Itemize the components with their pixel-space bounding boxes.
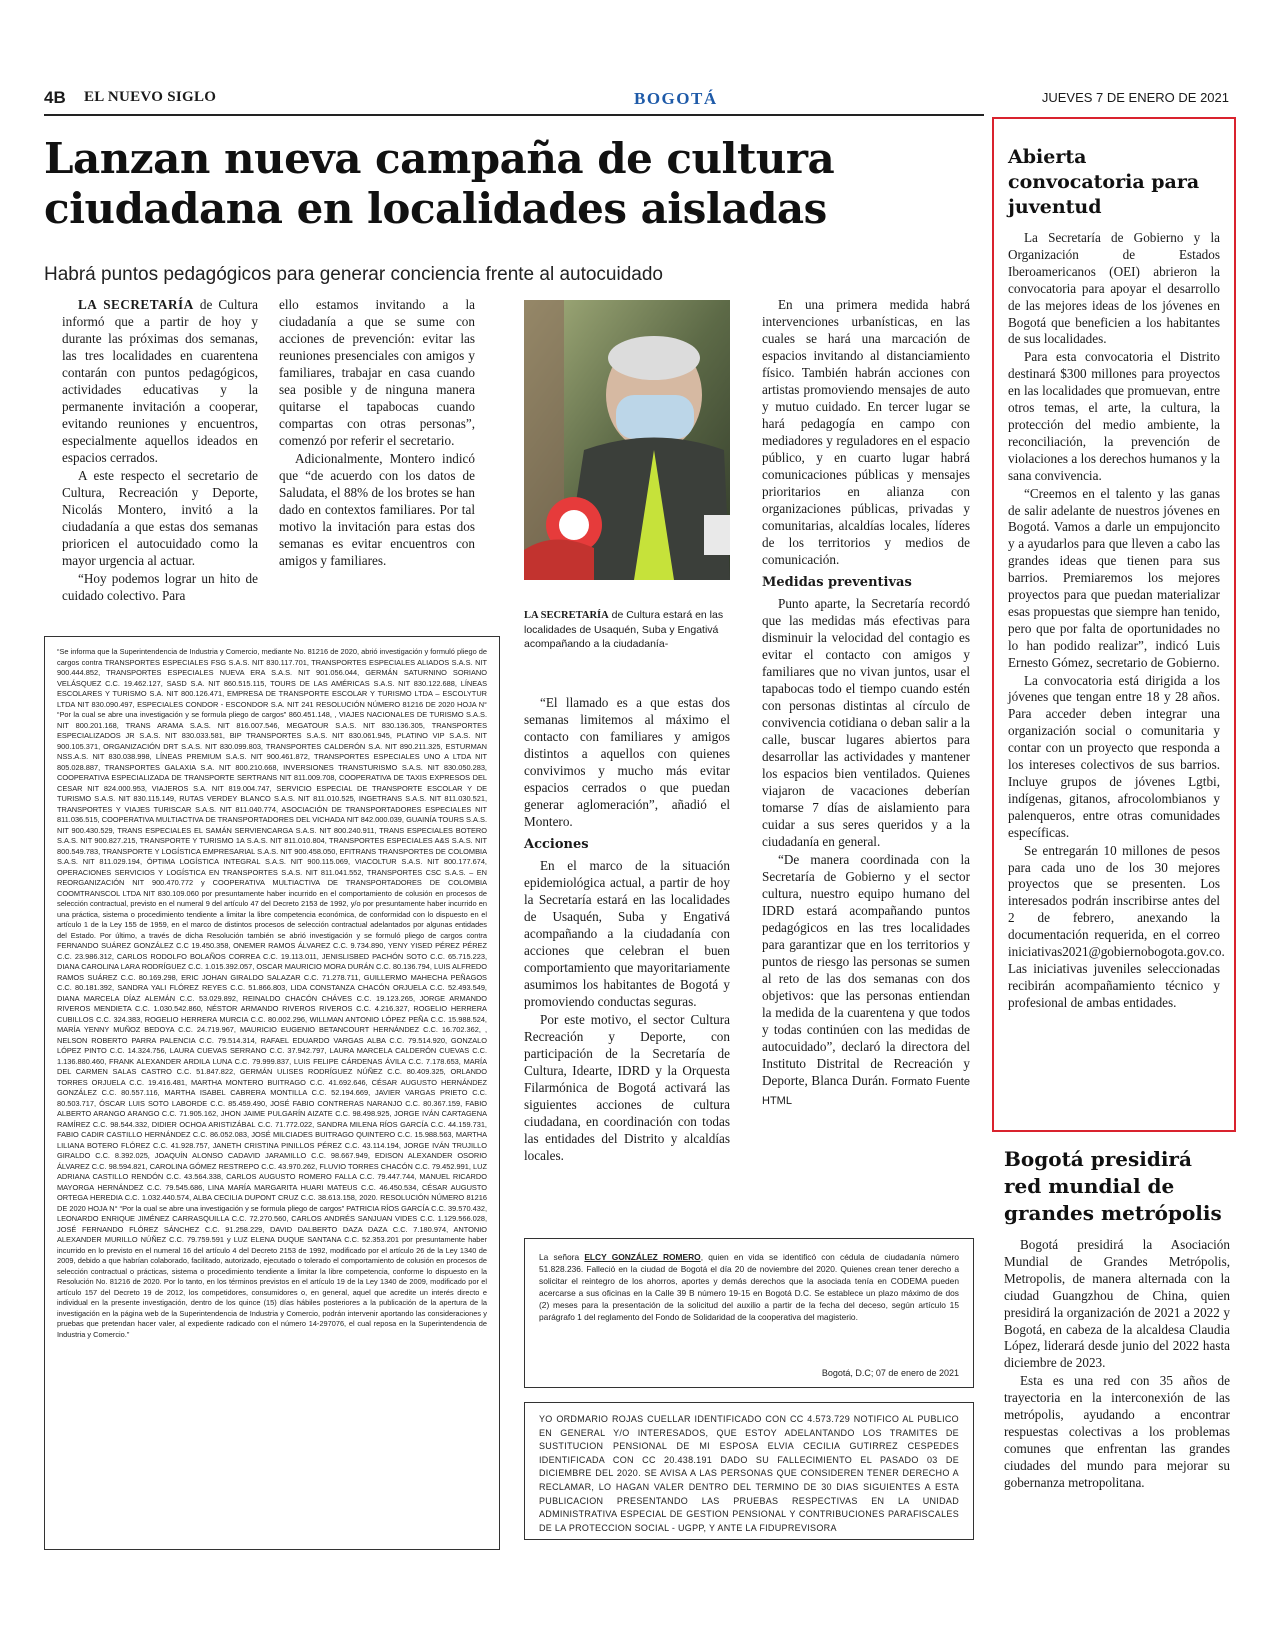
article-column-3 [524,694,730,1165]
sidebar-body [1008,230,1225,1012]
article-paragraph: En el marco de la situación epidemiológica actual, a partir de hoy la Secretaría estará en las localidades de Usaquén, Suba y Engativá acompañando a la ciudadanía con acciones que celebran el buen comportamiento que mayoritariamente asumimos los habitantes de Bogotá y promoviendo conductas seguras. [524,858,730,1009]
article-paragraph: En una primera medida habrá intervenciones urbanísticas, en las cuales se hará una marcación de espacios invitando al distanciamiento físico. También habrán acciones con artistas promoviendo mensajes de auto y mutuo cuidado. En tercer lugar se hará pedagogía en campo con mediadores y reguladores en el espacio público, y en cuarto lugar habrá comunicaciones públicas y mensajes prioritarios en alianza con organizaciones públicas, privadas y comunitarias, alcaldías locales, líderes de los territorios y medios de comunicación. [762,297,970,567]
notice-signature: Bogotá, D.C; 07 de enero de 2021 [821,1368,959,1378]
caption-lead-in: LA SECRETARÍA [524,610,609,621]
article-paragraph: Por este motivo, el sector Cultura Recreación y Deporte, con participación de la Secretaría de Cultura, Idearte, IDRD y la Orquesta Filarmónica de Bogotá activará las siguientes acciones de cultura ciudadana, en coordinación con todas las entidades del Distrito y alcaldías locales. [524,1012,730,1163]
story-headline: Bogotá presidirá red mundial de grandes metrópolis [1004,1147,1222,1225]
article-paragraph: “El llamado es a que estas dos semanas limitemos al máximo el contacto con familiares y amigos distintos a aquellos con quienes convivimos y mucho más evitar espacios cerrados o que puedan generar aglomeración”, añadió el Montero. [524,695,730,829]
article-column-4 [762,296,970,1111]
page-folio [44,88,1229,112]
sidebar-headline: Abierta convocatoria para juventud [1008,146,1200,218]
newspaper-name: EL NUEVO SIGLO [84,89,217,105]
sidebar-convocatoria [992,117,1236,1132]
subhead-acciones: Acciones [524,837,589,852]
photo-illustration [524,300,730,580]
main-headline: Lanzan nueva campaña de cultura ciudadana en localidades aisladas [44,134,835,233]
section-name: BOGOTÁ [634,89,718,108]
subhead-medidas-preventivas: Medidas preventivas [762,575,912,590]
legal-notice-sic [44,636,500,1550]
story-paragraph: Esta es una red con 35 años de trayectoria en la interconexión de las metrópolis, ayudando a encontrar respuestas colectivas a los problemas comunes que enfrentan las grandes ciudades del mundo para mejorar su gobernanza metropolitana. [1004,1373,1230,1490]
sidebar-paragraph: “Creemos en el talento y las ganas de salir adelante de nuestros jóvenes en Bogotá. Vamos a darle un empujoncito y a ayudarlos para que lleven a cabo las grandes ideas que tienen para sus barrios. Premiaremos los mejores proyectos para que puedan materializar esas propuestas que siempre han tenido, pero que por falta de oportunidades no lo han podido realizar”, indicó Luis Ernesto Gómez, secretario de Gobierno. [1008,485,1220,670]
story-paragraph: Bogotá presidirá la Asociación Mundial de Grandes Metrópolis, Metropolis, de manera alternada con la ciudad Guangzhou de China, quien presidirá la organización de 2021 a 2022 y Bogotá, en cabeza de la alcaldesa Claudia López, liderará desde junio del 2022 hasta diciembre de 2023. [1004,1237,1230,1371]
issue-date: JUEVES 7 DE ENERO DE 2021 [1041,90,1229,105]
sidebar-paragraph: Se entregarán 10 millones de pesos para cada uno de los 30 mejores proyectos que se presenten. Los interesados podrán inscribirse antes del 2 de febrero, anexando la documentación requerida, en el correo iniciativas2021@gobiernobogota.gov.co. Las iniciativas juveniles seleccionadas recibirán acompañamiento técnico y profesional de ambas entidades. [1008,842,1225,1010]
legal-notice-rojas [524,1402,974,1540]
lead-in: LA SECRETARÍA [78,297,194,312]
article-paragraph: Adicionalmente, Montero indicó que “de acuerdo con los datos de Saludata, el 88% de los brotes se han dado en contextos familiares. Por tal motivo la invitación para estas dos semanas es evitar encuentros con amigos y familiares. [279,451,475,568]
photo-caption: LA SECRETARÍA de Cultura estará en las localidades de Usaquén, Suba y Engativá acompañando a la ciudadanía- [524,609,724,650]
story-body [1004,1237,1230,1492]
article-paragraph: A este respecto el secretario de Cultura, Recreación y Deporte, Nicolás Montero, invitó a la ciudadanía a que estas dos semanas prioricen el autocuidado como la mayor urgencia al actuar. [62,468,258,568]
sidebar-paragraph: La convocatoria está dirigida a los jóvenes que tengan entre 18 y 28 años. Para acceder deben integrar una organización social o comunitaria y contar con un proyecto que responda a los intereses colectivos de sus barrios. Incluye grupos de jóvenes Lgtbi, indígenas, gitanos, afrocolombianos y palenqueros, entre otras comunidades específicas. [1008,672,1220,840]
legal-notice-gonzalez: La señora ELCY GONZÁLEZ ROMERO, quien en vida se identificó con cédula de ciudadanía número 51.828.236. Falleció en la ciudad de Bogotá el día 20 de noviembre del 2020. Quienes crean tener derecho a solicitar el reintegro de los ahorros, aportes y demás derechos que la asociada tenía en CODEMA pueden acercarse a sus oficinas en la Calle 39 B número 19-15 en Bogotá D.C. Se establece un plazo máximo de dos (2) meses para la presentación de la solicitud del auxilio a partir de la fecha del deceso, según artículo 15 parágrafo 1 del reglamento del Fondo de Solidaridad de la cooperativa del magisterio. Bogotá, D.C; 07 de enero de 2021 [524,1238,974,1388]
article-column-2 [279,296,475,570]
deceased-name: ELCY GONZÁLEZ ROMERO [584,1252,701,1262]
article-paragraph: “De manera coordinada con la Secretaría de Gobierno y el sector cultura, nuestro equipo humano del IDRD estará acompañando puntos pedagógicos en las tres localidades para garantizar que en los territorios y puntos de riesgo las personas se sumen al reto de las dos semanas con dos objetivos: que las personas entiendan la medida de la cuarentena y que todos y todas continúen con las medidas de autocuidado”, declaró la directora del Instituto Distrital de Recreación y Deporte, Blanca Durán. Formato Fuente HTML [762,852,970,1107]
folio-divider [44,114,984,116]
sidebar-paragraph: Para esta convocatoria el Distrito destinará $300 millones para proyectos en las localidades que promuevan, entre otros temas, el arte, la cultura, la protección del medio ambiente, la reconciliación, la prevención de violaciones a los derechos humanos y la sana convivencia. [1008,349,1220,483]
article-column-1 [62,296,258,605]
article-photo [524,300,730,580]
article-paragraph: LA SECRETARÍA de Cultura informó que a partir de hoy y durante las próximas dos semanas, las tres localidades en cuarentena contarán con puntos pedagógicos, actividades educativas y la permanente invitación a cooperar, evitando reuniones y encuentros, especialmente aquellos ideados en espacios cerrados. [62,297,258,465]
article-paragraph: Punto aparte, la Secretaría recordó que las medidas más efectivas para disminuir la velocidad del contagio es evitar el contacto con amigos y familiares que no vivan juntos, usar el tapabocas todo el tiempo cuando estén con personas distintas al círculo de convivencia cotidiana o deban salir a la calle, buscar lugares abiertos para desarrollar las actividades y mantener los espacios bien ventilados. Quienes viajaron de vacaciones deberían tomarse 7 días de aislamiento para cuidar a sus seres queridos y a la ciudadanía en general. [762,596,970,849]
article-paragraph: ello estamos invitando a la ciudadanía a que se sume con acciones de prevención: evitar las reuniones presenciales con amigos y familiares, trabajar en casa cuando sea posible y de ninguna manera quitarse el tapabocas cuando compartas con otras personas”, comenzó por referir el secretario. [279,297,475,448]
main-deck: Habrá puntos pedagógicos para generar conciencia frente al autocuidado [44,264,663,285]
article-paragraph: “Hoy podemos lograr un hito de cuidado colectivo. Para [62,571,258,603]
source-note: Formato Fuente HTML [762,1076,970,1107]
notice-text: YO ORDMARIO ROJAS CUELLAR IDENTIFICADO CON CC 4.573.729 NOTIFICO AL PUBLICO EN GENERAL Y/O INTERESADOS, QUE ESTOY ADELANTANDO LOS TRAMITES DE SUSTITUCION PENSIONAL DE MI ESPOSA ELVIA CECILIA GUTIRREZ CESPEDES IDENTIFICADA CON CC 20.438.191 DADO SU FALLECIMIENTO EL PASADO 03 DE DICIEMBRE DEL 2020. SE AVISA A LAS PERSONAS QUE CONSIDEREN TENER DERECHO A RECLAMAR, LO HAGAN VALER DENTRO DEL TERMINO DE 30 DIAS SIGUIENTES A ESTA PUBLICACION PRESENTANDO LAS PRUEBAS RESPECTIVAS EN LA UNIDAD ADMINISTRATIVA ESPECIAL DE GESTION PENSIONAL Y CONTRIBUCIONES PARAFISCALES DE LA PROTECCION SOCIAL - UGPP, Y ANTE LA FIDUPREVISORA [539,1414,959,1533]
page-number: 4B [44,88,66,107]
story-metropolis [1004,1146,1230,1493]
sidebar-paragraph: La Secretaría de Gobierno y la Organización de Estados Iberoamericanos (OEI) abrieron la convocatoria para apoyar el desarrollo de las mejores ideas de los jóvenes en Bogotá que beneficien a los habitantes de sus localidades. [1008,230,1220,347]
notice-text: “Se informa que la Superintendencia de Industria y Comercio, mediante No. 81216 de 2020, abrió investigación y formuló pliego de cargos contra TRANSPORTES ESPECIALES FSG S.A.S. NIT 830.117.701, TRANSPORTES ESPECIALES ALIADOS S.A.S. NIT 900.444.852, TRANSPORTES ESPECIALES NUEVA ERA S.A.S. NIT 901.056.044, GERMÁN SATURNINO SORIANO VELÁSQUEZ C.C. 19.462.127, SASD S.A. NIT 860.515.115, TOURS DE LAS AMÉRICAS S.A.S. NIT 830.122.688, LÍNEAS ESCOLARES Y TURISMO S.A. NIT 800.126.471, EMPRESA DE TRANSPORTE ESCOLAR Y TURISMO LTDA – ESCOLYTUR LTDA NIT 830.090.497, ESPECIALES CONDOR - ESCONDOR S.A. NIT 241 RESOLUCIÓN NÚMERO 81216 DE 2020 HOJA N° “Por la cual se abre una investigación y se formula pliego de cargos” 860.451.148, , VIAJES NACIONALES DE TURISMO S.A.S. NIT 800.201.168, TRANS ARAMA S.A.S. NIT 816.007.546, MEGATOUR S.A.S. NIT 830.136.305, TRANSPORTES ESPECIALIZADOS JR S.A.S. NIT 830.033.581, BIP TRANSPORTES S.A.S. NIT 830.061.945, PLATINO VIP S.A.S. NIT 900.105.371, ORGANIZACIÓN DRT S.A.S. NIT 830.099.803, TRANSPORTES CALDERÓN S.A. NIT 890.211.325, ESTURMAN NSS.A.S. NIT 830.038.998, LÍNEAS PREMIUM S.A.S. NIT 900.461.872, TRANSPORTES ESPECIALES UNO A LTDA NIT 805.028.887, TRANSPORTES GALAXIA S.A. NIT 800.210.668, INVERSIONES TRANSTURISMO S.A.S. NIT 830.050.283, COOPERATIVA ESPECIALIZADA DE TRANSPORTE SERTRANS NIT 811.009.708, COOPERATIVA DE TAXIS EXPRESOS DEL CESAR NIT 824.000.953, VIAJEROS S.A. NIT 819.004.747, SERVICIO ESPECIAL DE TRANSPORTE ESCOLAR Y DE TURISMO S.A.S. NIT 830.115.149, RUTAS VERDEY BLANCO S.A.S. NIT 811.010.525, INGETRANS S.A.S. NIT 811.030.521, TRANSPORTES Y VIAJES TURISCAR S.A.S. NIT 811.040.774, ASOCIACIÓN DE TRANSPORTADORES ESPECIALES NIT 811.036.515, COOPERATIVA MULTIACTIVA DE TRANSPORTADORES DEL VICHADA NIT 842.000.039, GUAINÍA TOURS S.A.S. NIT 900.430.529, TRANS ESPECIALES EL SAMÁN SERVIENCARGA S.A.S. NIT 800.240.911, TRANS ESPECIALES BOTERO S.A.S. NIT 900.827.215, TRANSPORTE Y TURISMO 1A S.A.S. NIT 811.010.804, TRANSPORTES ESPECIALES A&S S.A.S. NIT 800.549.783, TRANSPORTE Y LOGÍSTICA EMPRESARIAL S.A.S. NIT 900.458.050, EFITRANS TRANSPORTES DE COLOMBIA S.A.S. NIT 811.029.194, ÓPTIMA LOGÍSTICA INTEGRAL S.A.S. NIT 900.115.069, VIACOLTUR S.A.S. NIT 800.177.674, OPERACIONES SERVICIOS Y LOGÍSTICA EN TRANSPORTES S.A.S. NIT 811.041.552, TRANSPORTES CSC S.A.S. – EN REORGANIZACIÓN NIT 900.470.772 y COOPERATIVA MULTIACTIVA DE TRANSPORTADORES DE COLOMBIA COOMTRANSCOL LTDA NIT 830.109.060 por presuntamente haber incurrido en el comportamiento de colusión en procesos de selección contractual, previsto en el numeral 9 del artículo 47 del Decreto 2153 de 1992, y/o por presuntamente haber incurrido en una práctica, sistema o procedimiento tendiente a limitar la libre competencia económica, de conformidad con lo dispuesto en el artículo 1 de la Ley 155 de 1959, en el marco de distintos procesos de selección contractual adelantados por algunas entidades del Estado. Por último, a través de dicha Resolución también se abrió investigación y se formuló pliego de cargos contra FERNANDO SUÁREZ GONZÁLEZ C.C 19.450.358, ONEMER RAMOS ÁLVAREZ C.C. 9.734.890, YENY YISED PÉREZ PÉREZ C.C. 23.986.312, CARLOS RODOLFO BOLAÑOS CORREA C.C. 19.113.011, JENISLISBED PACHÓN SOTO C.C. 65.715.223, DIANA CAROLINA LARA RODRÍGUEZ C.C. 1.015.392.057, OSCAR MAURICIO MORA DURÁN C.C. 80.136.794, LUIS ALFREDO RAMOS SUÁREZ C.C. 80.169.298, ERIC JOHAN GIRALDO SALAZAR C.C. 71.278.711, GUILLERMO MAHECHA PEÑAGOS C.C. 80.181.392, SANDRA YALI FLÓREZ REYES C.C. 51.866.803, LIDA CONSTANZA CHACÓN ORJUELA C.C. 52.493.549, DIANA MARCELA DÍAZ ALEMÁN C.C. 53.029.892, REINALDO CHACÓN CHÁVES C.C. 19.123.265, JORGE ARMANDO RIVEROS MENDIETA C.C. 1.030.542.860, NÉSTOR ARMANDO RIVEROS RIVEROS C.C. 4.216.327, ROGELIO HERRERA CUBILLOS C.C. 324.383, ROGELIO HERRERA MURCIA C.C. 80.002.296, WILLMAN ANTONIO LÓPEZ PEÑA C.C. 15.988.524, MARÍA YENNY MUÑOZ BEDOYA C.C. 24.719.967, MAURICIO EUGENIO BETANCOURT HERNÁNDEZ C.C. 16.702.362, , NELSON ROBERTO PARRA PALENCIA C.C. 79.514.314, RAFAEL EDUARDO VARGAS ALBA C.C. 79.514.920, GONZALO LÓPEZ PINTO C.C. 14.324.756, LAURA CUEVAS SERRANO C.C. 37.942.797, LAURA MARCELA CALDERÓN CUEVAS C.C. 1.136.880.460, FRANK ALEXANDER ARDILA LUNA C.C. 79.999.837, LUIS FELIPE CÁRDENAS ÁVILA C.C. 7.178.653, MARÍA DEL CARMEN SALAS CASTRO C.C. 51.847.822, GERMÁN ULISES RODRÍGUEZ NÚÑEZ C.C. 80.409.325, ORLANDO TORRES ORJUELA C.C. 19.416.481, MARTHA MONTERO BUITRAGO C.C. 41.692.646, CÉSAR AUGUSTO HERNÁNDEZ GONZÁLEZ C.C. 80.557.116, MARTHA ISABEL CABRERA MONTILLA C.C. 52.194.669, JAVIER VARGAS PRIETO C.C. 80.503.717, ÓSCAR LUIS SOTO LABORDE C.C. 85.459.490, JOSÉ FABIO CONTRERAS NARANJO C.C. 80.367.159, FABIO ALBERTO ARANGO ARANGO C.C. 71.905.162, JHON JAIME PULGARÍN AIZATE C.C. 98.498.925, JORGE IVÁN CARTAGENA RAMÍREZ C.C. 98.544.332, DIDIER OCHOA ARISTIZÁBAL C.C. 71.772.022, SANDRA MILENA RÍOS GARCÍA C.C. 44.159.731, FABIO CADIR CASTILLO HERNÁNDEZ C.C. 86.052.083, JOSÉ MILCIADES BUITRAGO QUINTERO C.C. 15.988.563, MARTHA LILIANA BOTERO FLÓREZ C.C. 41.928.757, JANETH CRISTINA PINILLOS PÉREZ C.C. 43.114.194, JORGE IVÁN TRUJILLO GIRALDO C.C. 8.392.025, JOAQUÍN ALONSO CADAVID JARAMILLO C.C. 98.667.949, EDISON ALEXANDER OSORIO ÁLVAREZ C.C. 98.594.821, CAROLINA GÓMEZ RESTREPO C.C. 43.970.262, FLUVIO TORRES CHACÓN C.C. 79.452.991, LUZ ADRIANA CASTILLO RENDÓN C.C. 43.564.338, CARLOS AUGUSTO ROMERO FALLA C.C. 79.447.744, MANUEL RICARDO MAYORGA HERNÁNDEZ C.C. 79.545.686, LINA MARÍA MARGARITA HUARI MATEUS C.C. 46.450.534, CÉSAR AUGUSTO ORTEGA HEREDIA C.C. 1.032.440.574, ALBA CECILIA DUPONT CRUZ C.C. 38.613.158, 2020. RESOLUCIÓN NÚMERO 81216 DE 2020 HOJA N° “Por la cual se abre una investigación y se formula pliego de cargos” PATRICIA RÍOS GARCÍA C.C. 39.570.432, LEONARDO ENRIQUE JIMÉNEZ CARRASQUILLA C.C. 72.270.560, CARLOS ANDRÉS SANJUAN VIDES C.C. 1.129.566.028, JOSÉ FERNANDO FLÓREZ SÁNCHEZ C.C. 91.258.229, DAVID DALBERTO DAZA DAZA C.C. 7.180.974, ANTONIO ALEXANDER MURILLO NÚÑEZ C.C. 79.759.591 y LUZ ELENA DUQUE SANTANA C.C. 52.353.201 por presuntamente haber incurrido en lo previsto en el numeral 16 del artículo 4 del Decreto 2153 de 1992, modificado por el artículo 26 de la Ley 1340 de 2009, debido a que habrían colaborado, facilitado, autorizado, ejecutado o tolerado el comportamiento de colusión en procesos de selección contractual o prácticas, sistema o procedimiento tendiente a limitar la libre competencia, conforme lo dispuesto en la Resolución No. 81216 de 2020. Por lo tanto, en los términos previstos en el artículo 19 de la Ley 1340 de 2009, modificado por el artículo 157 del Decreto 19 de 2012, los competidores, consumidores o, en general, aquel que acredite un interés directo e individual en la presente investigación, dentro de los quince (15) días hábiles posteriores a la publicación de la apertura de la investigación en la página web de la Superintendencia de Industria y Comercio, podrán intervenir aportando las consideraciones y pruebas que pretendan hacer valer, al expediente radicado con el número 14-297076, el cual reposa en la Superintendencia de Industria y Comercio.” [57,647,487,1339]
